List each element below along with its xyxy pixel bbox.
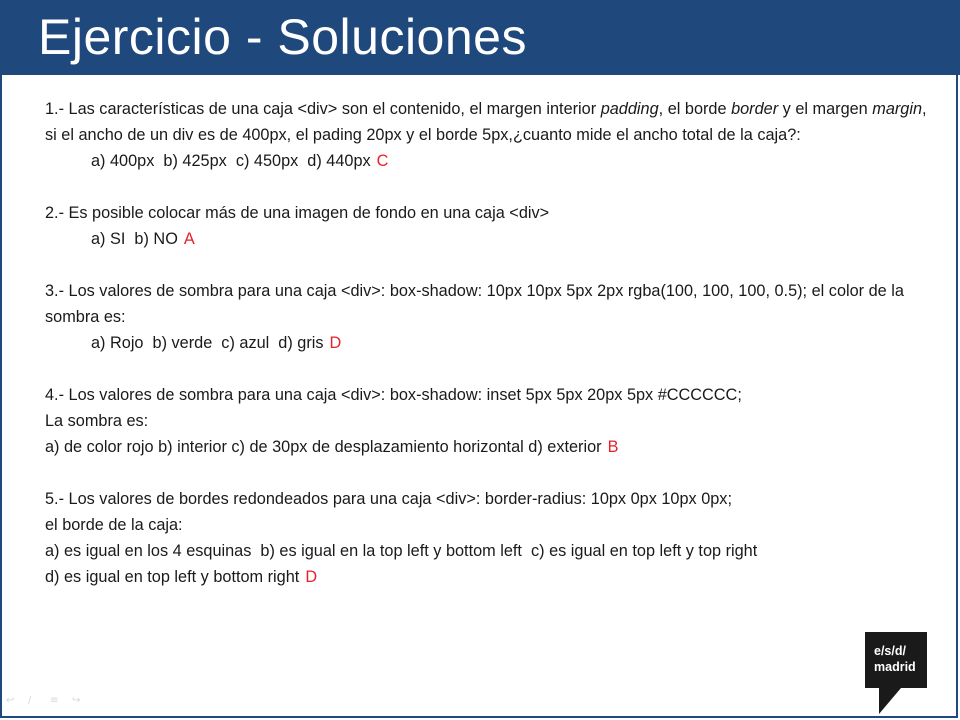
logo-tail (879, 688, 901, 714)
title-bar (0, 0, 960, 75)
question-2-options: a) SI b) NO A (91, 230, 195, 248)
question-4 (45, 382, 940, 460)
exercise-content (45, 96, 940, 616)
question-5-stem-line2: el borde de la caja: (45, 516, 183, 534)
question-2-stem: 2.- Es posible colocar más de una imagen de fondo en una caja <div> (45, 204, 550, 222)
question-5-options-line1: a) es igual en los 4 esquinas b) es igual en la top left y bottom left c) es igual en top left y top right (45, 542, 758, 560)
logo-line2: madrid (874, 660, 916, 674)
question-4-stem-line2: La sombra es: (45, 412, 149, 430)
question-1 (45, 96, 940, 174)
question-3-stem: 3.- Los valores de sombra para una caja <div>: box-shadow: 10px 10px 5px 2px rgba(100, 100, 100, 0.5); el color de la sombra es: (45, 282, 904, 326)
back-arrow-icon[interactable]: ↩ (6, 695, 15, 706)
question-3-answer: D (329, 334, 342, 352)
logo-line1: e/s/d/ (874, 644, 906, 658)
question-4-answer: B (607, 438, 619, 456)
question-4-options: a) de color rojo b) interior c) de 30px de desplazamiento horizontal d) exterior B (45, 438, 619, 456)
question-5-options-line2: d) es igual en top left y bottom right D (45, 568, 318, 586)
question-3 (45, 278, 940, 356)
slide-title: Ejercicio - Soluciones (38, 9, 527, 65)
question-5-answer: D (305, 568, 318, 586)
question-1-options: a) 400px b) 425px c) 450px d) 440px C (91, 152, 389, 170)
menu-icon[interactable]: ≡ (50, 695, 59, 706)
esdmadrid-logo (865, 632, 927, 714)
question-1-answer: C (376, 152, 389, 170)
slide-nav (6, 696, 86, 706)
question-5 (45, 486, 940, 590)
question-3-options: a) Rojo b) verde c) azul d) gris D (91, 334, 342, 352)
question-1-stem: 1.- Las características de una caja <div> son el contenido, el margen interior padding, el borde border y el margen margin, si el ancho de un div es de 400px, el pading 20px y el borde 5px,¿cuanto mide el ancho total de la caja?: (45, 100, 927, 144)
question-4-stem-line1: 4.- Los valores de sombra para una caja <div>: box-shadow: inset 5px 5px 20px 5px #CCCCCC; (45, 386, 742, 404)
question-2-answer: A (183, 230, 195, 248)
question-2 (45, 200, 940, 252)
question-5-stem-line1: 5.- Los valores de bordes redondeados para una caja <div>: border-radius: 10px 0px 10px 0px; (45, 490, 732, 508)
forward-arrow-icon[interactable]: ↪ (72, 695, 81, 706)
pen-icon[interactable]: ∕ (28, 695, 32, 706)
